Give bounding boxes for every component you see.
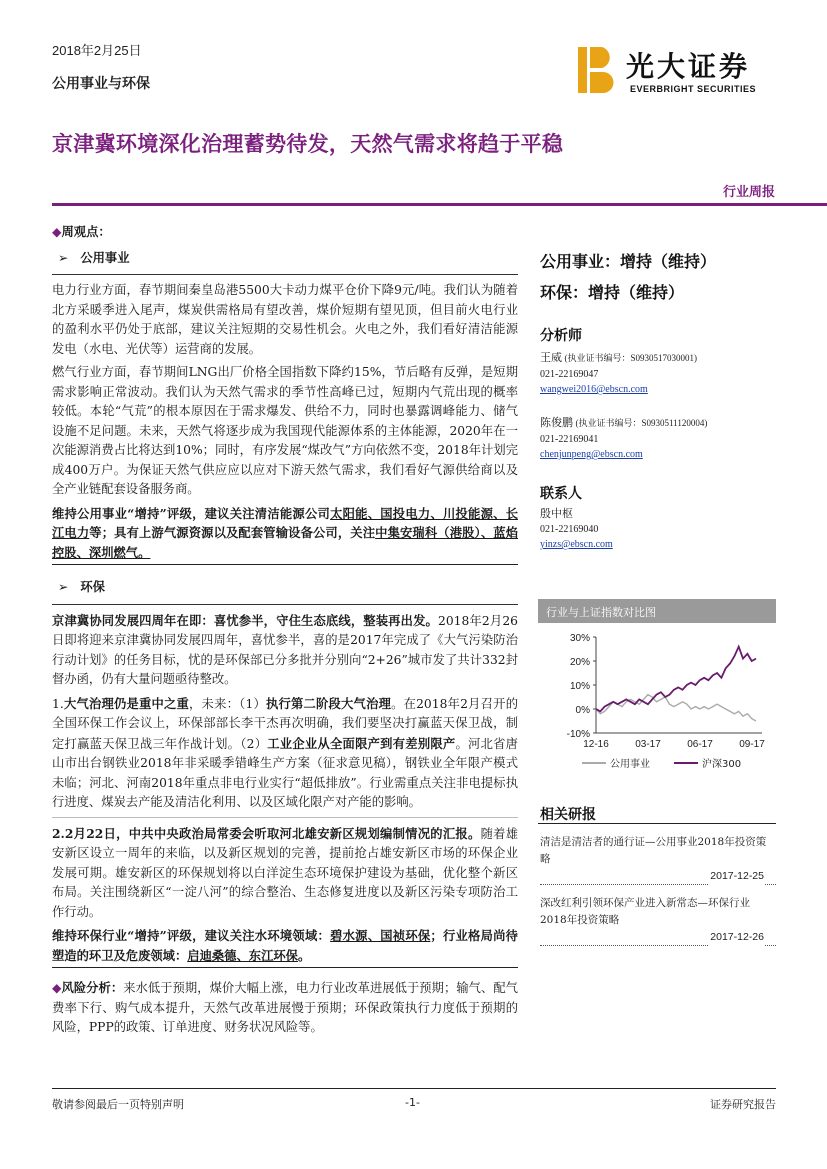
x-tick-label: 09-17 [739, 739, 765, 750]
related-reports-heading: 相关研报 [540, 807, 596, 823]
related-report-date: 2017-12-25 [708, 868, 764, 885]
contact-name: 殷中枢 [540, 507, 573, 520]
diamond-bullet-icon: ◆ [52, 224, 62, 239]
contact-email-link[interactable]: yinzs@ebscn.com [540, 539, 613, 550]
report-type: 行业周报 [722, 185, 775, 200]
section-environment-heading: ➢ 环保 [52, 575, 518, 605]
related-report-2[interactable] [540, 895, 776, 946]
analyst-email-link[interactable]: wangwei2016@ebscn.com [540, 384, 648, 395]
env-recommendation: 维持环保行业“增持”评级，建议关注水环境领域：碧水源、国祯环保；行业格局尚待塑造的环卫及危废领域：启迪桑德、东江环保。 [52, 926, 518, 968]
logo-wordmark-en: EVERBRIGHT SECURITIES [630, 84, 757, 94]
analyst-2 [540, 415, 707, 463]
contact-phone: 021-22169040 [540, 523, 599, 535]
chart-title: 行业与上证指数对比图 [538, 599, 776, 623]
series-line-utilities [596, 695, 756, 721]
utilities-picks-a: 太阳能、国投电力、川投能源、长江电力 [52, 505, 518, 540]
analyst-license: (执业证书编号：S0930511120004) [575, 418, 708, 428]
related-report-date: 2017-12-26 [708, 929, 764, 946]
header-divider [52, 203, 827, 206]
contact-person [540, 506, 613, 553]
arrow-bullet-icon: ➢ [58, 580, 69, 594]
x-tick-label: 12-16 [583, 739, 609, 750]
y-tick-label: 30% [569, 633, 590, 644]
y-tick-label: 10% [569, 681, 590, 692]
analyst-email-link[interactable]: chenjunpeng@ebscn.com [540, 449, 643, 460]
chart-plot [538, 623, 776, 777]
rating-utilities: 公用事业：增持（维持） [540, 252, 717, 271]
related-report-title[interactable]: 深改红利引领环保产业进入新常态—环保行业2018年投资策略 [540, 897, 750, 926]
everbright-logo-icon [578, 47, 614, 93]
x-tick-label: 06-17 [687, 739, 713, 750]
page-title: 京津冀环境深化治理蓄势待发，天然气需求将趋于平稳 [52, 132, 564, 156]
main-body [52, 222, 518, 1038]
legend-label: 沪深300 [702, 759, 742, 770]
series-line-hs300 [596, 647, 756, 712]
related-divider [538, 823, 776, 824]
contact-heading: 联系人 [540, 486, 582, 502]
sector-label: 公用事业与环保 [52, 76, 150, 92]
index-comparison-chart [538, 599, 776, 777]
related-report-1[interactable] [540, 834, 776, 885]
analyst-phone: 021-22169047 [540, 368, 599, 380]
report-date: 2018年2月25日 [52, 43, 142, 58]
analyst-name: 王威 [540, 351, 562, 364]
weekly-view-heading: ◆周观点： [52, 224, 111, 239]
arrow-bullet-icon: ➢ [58, 250, 69, 265]
diamond-bullet-icon: ◆ [52, 980, 62, 995]
page-number: -1- [405, 1096, 420, 1109]
env-jjj-paragraph: 京津冀协同发展四周年在即：喜忧参半，守住生态底线，整装再出发。2018年2月26日即将迎来京津冀协同发展四周年，喜忧参半，喜的是2017年完成了《大气污染防治行动计划》的任务目标，忧的是环保部已分多批并分别向“2+26”城市发了共计332封督办函，仍有大量问题亟待整改。 [52, 612, 518, 686]
env-air-paragraph: 1.大气治理仍是重中之重，未来：（1）执行第二阶段大气治理。在2018年2月召开的全国环保工作会议上，环保部部长李干杰再次明确，我们要坚决打赢蓝天保卫战，制定打赢蓝天保卫战三年作战计划。（2）工业企业从全面限产到有差别限产。河北省唐山市出台钢铁业2018年非采暖季错峰生产方案（征求意见稿），钢铁业全年限产模式未临；河北、河南2018年重点非电行业实行“超低排放”。行业需重点关注非电提标执行进度、煤炭去产能及清洁化利用、以及区域化限产对产能的影响。 [52, 695, 518, 809]
env-xiongan-paragraph: 2.2月22日，中共中央政治局常委会听取河北雄安新区规划编制情况的汇报。随着雄安新区设立一周年的来临，以及新区规划的完善，提前抢占雄安新区市场的环保企业发展可期。雄安新区的环保规划将以白洋淀生态环境保护建设为基础，优化整个新区布局。关注围绕新区“一淀八河”的综合整治、生态修复进度以及新区污染专项防治工作行动。 [52, 817, 518, 923]
section-utilities-heading: ➢ 公用事业 [52, 246, 518, 276]
analyst-1 [540, 350, 697, 398]
footer-divider [52, 1088, 776, 1089]
rating-environment: 环保：增持（维持） [540, 283, 685, 302]
utilities-power-paragraph: 电力行业方面，春节期间秦皇岛港5500大卡动力煤平仓价下降9元/吨。我们认为随着北方采暖季进入尾声，煤炭供需格局有望改善，煤价短期有望见顶，但目前火电行业的盈利水平仍处于底部，建议关注短期的交易性机会。火电之外，我们看好清洁能源发电（水电、光伏等）运营商的发展。 [52, 283, 518, 356]
analyst-name: 陈俊鹏 [540, 416, 573, 429]
utilities-recommendation: 维持公用事业“增持”评级，建议关注清洁能源公司太阳能、国投电力、川投能源、长江电力等；具有上游气源资源以及配套管输设备公司，关注中集安瑞科（港股）、蓝焰控股、深圳燃气。 [52, 504, 518, 566]
analyst-heading: 分析师 [540, 328, 582, 344]
related-report-title[interactable]: 清洁是清洁者的通行证—公用事业2018年投资策略 [540, 836, 767, 865]
footer-report-type: 证券研究报告 [710, 1098, 776, 1111]
y-tick-label: 0% [575, 705, 590, 716]
env-picks-a: 碧水源、国祯环保 [330, 928, 431, 943]
analyst-phone: 021-22169041 [540, 433, 599, 445]
logo-wordmark-cn: 光大证券 [626, 50, 751, 83]
utilities-picks-b: 中集安瑞科（港股）、蓝焰控股、深圳燃气。 [52, 525, 518, 560]
footer-disclaimer: 敬请参阅最后一页特别声明 [52, 1098, 184, 1111]
risk-analysis: ◆风险分析：来水低于预期，煤价大幅上涨，电力行业改革进展低于预期；输气、配气费率下行、购气成本提升，天然气改革进展慢于预期；环保政策执行力度低于预期的风险，PPP的政策、订单进度、财务状况风险等。 [52, 980, 518, 1034]
x-tick-label: 03-17 [635, 739, 661, 750]
y-tick-label: 20% [569, 657, 590, 668]
legend-label: 公用事业 [610, 759, 650, 770]
y-tick-label: -10% [566, 729, 590, 740]
utilities-gas-paragraph: 燃气行业方面，春节期间LNG出厂价格全国指数下降约15%，节后略有反弹，是短期需求影响正常波动。我们认为天然气需求的季节性高峰已过，短期内气荒出现的概率较低。本轮“气荒”的根本原因在于需求爆发、供给不力，同时也暴露调峰能力、储气设施不足问题。未来，天然气将逐步成为我国现代能源体系的主体能源，2020年在一次能源消费占比将达到10%；同时，有序发展“煤改气”方向依然不变，2018年计划完成400万户。为保证天然气供应应以应对下游天然气需求，我们看好气源供给商以及全产业链配套设备服务商。 [52, 365, 518, 496]
env-picks-b: 启迪桑德、东江环保 [187, 947, 298, 963]
rating-block [540, 246, 716, 308]
analyst-license: (执业证书编号：S0930517030001) [564, 353, 697, 363]
